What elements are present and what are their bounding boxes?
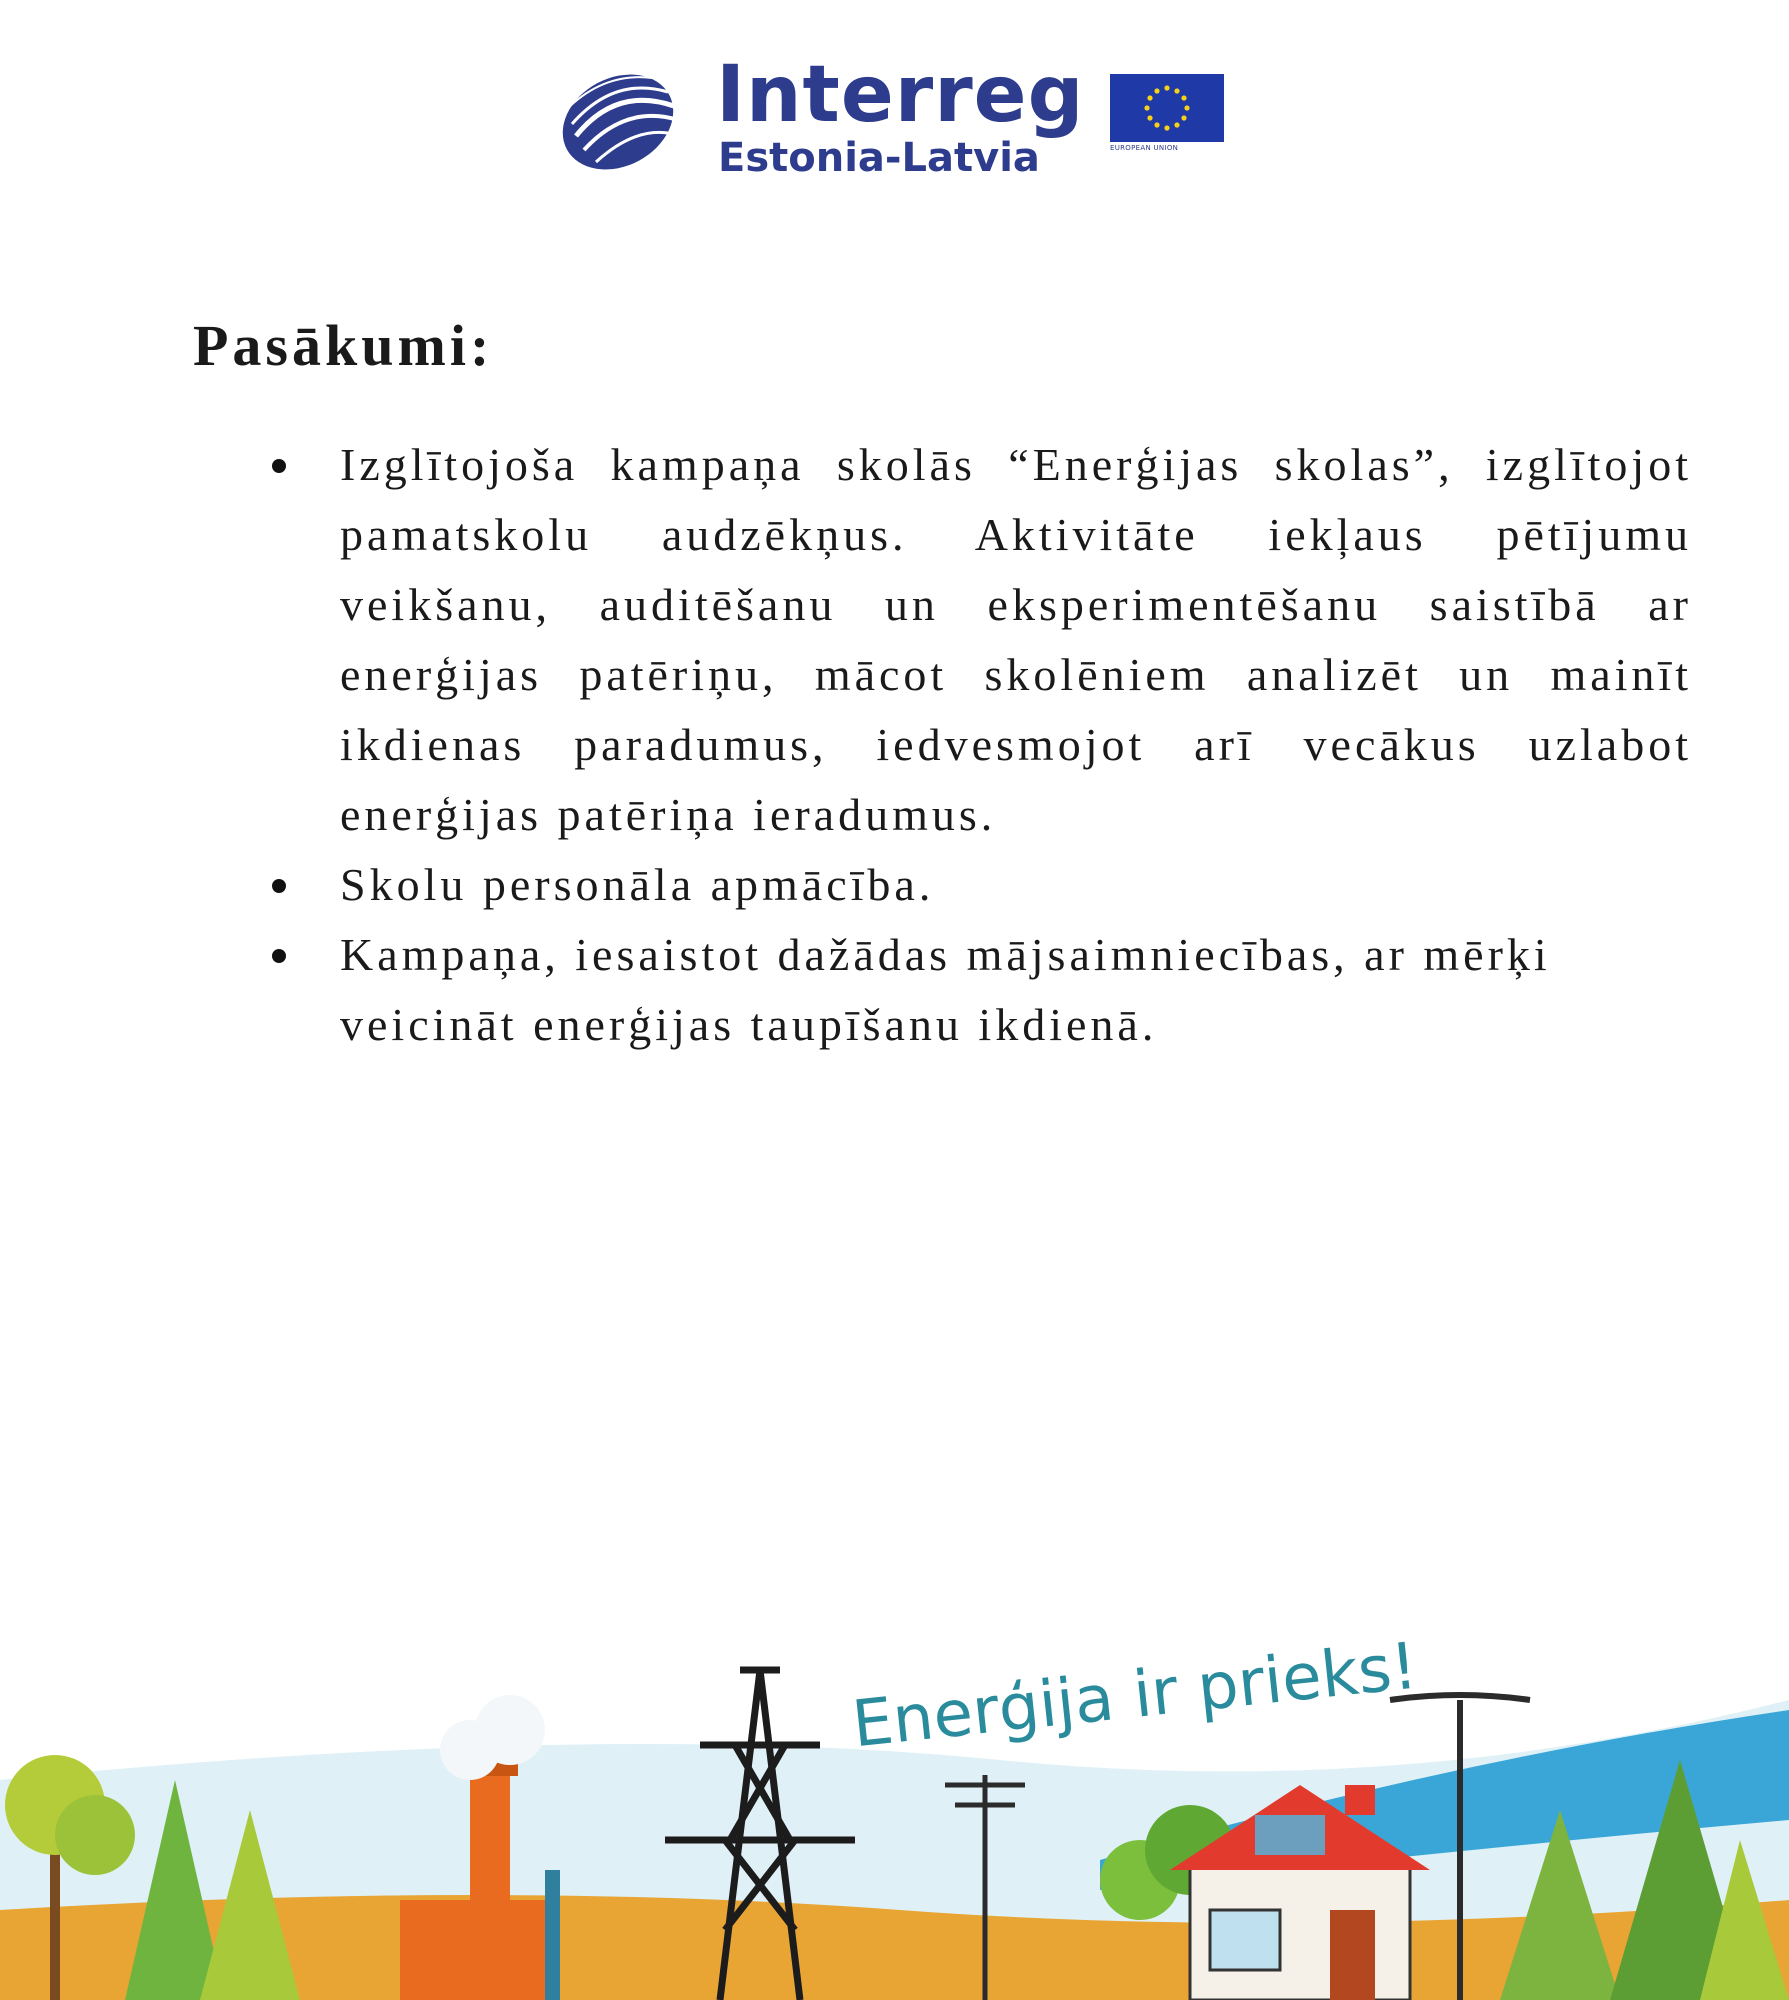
header-logo-bar [0, 0, 1789, 200]
list-item-text: Izglītojoša kampaņa skolās “Enerģijas skolas”, izglītojot pamatskolu audzēkņus. Aktivitāte iekļaus pētījumu veikšanu, auditēšanu un eksperimentēšanu saistībā ar enerģijas patēriņu, mācot skolēniem analizēt un mainīt ikdienas paradumus, iedvesmojot arī vecākus uzlabot enerģijas patēriņa ieradumus. [340, 439, 1692, 840]
eu-flag-icon [1110, 74, 1224, 142]
program-name: Estonia-Latvia [718, 135, 1040, 181]
interreg-wordmark: Interreg [716, 50, 1085, 140]
list-item [268, 850, 1692, 920]
section-heading: Pasākumi: [193, 313, 494, 378]
list-item-text: Kampaņa, iesaistot dažādas mājsaimniecības, ar mērķi veicināt enerģijas taupīšanu ikdienā. [340, 929, 1551, 1050]
list-item-text: Skolu personāla apmācība. [340, 859, 935, 910]
footer-illustration [0, 1610, 1789, 2000]
list-item [268, 430, 1692, 850]
eu-label: EUROPEAN UNION [1110, 144, 1179, 152]
list-item [268, 920, 1692, 1060]
slogan-text: Enerģija ir prieks! [848, 1629, 1421, 1763]
measures-list [268, 430, 1692, 1060]
interreg-emblem-icon [556, 66, 686, 174]
